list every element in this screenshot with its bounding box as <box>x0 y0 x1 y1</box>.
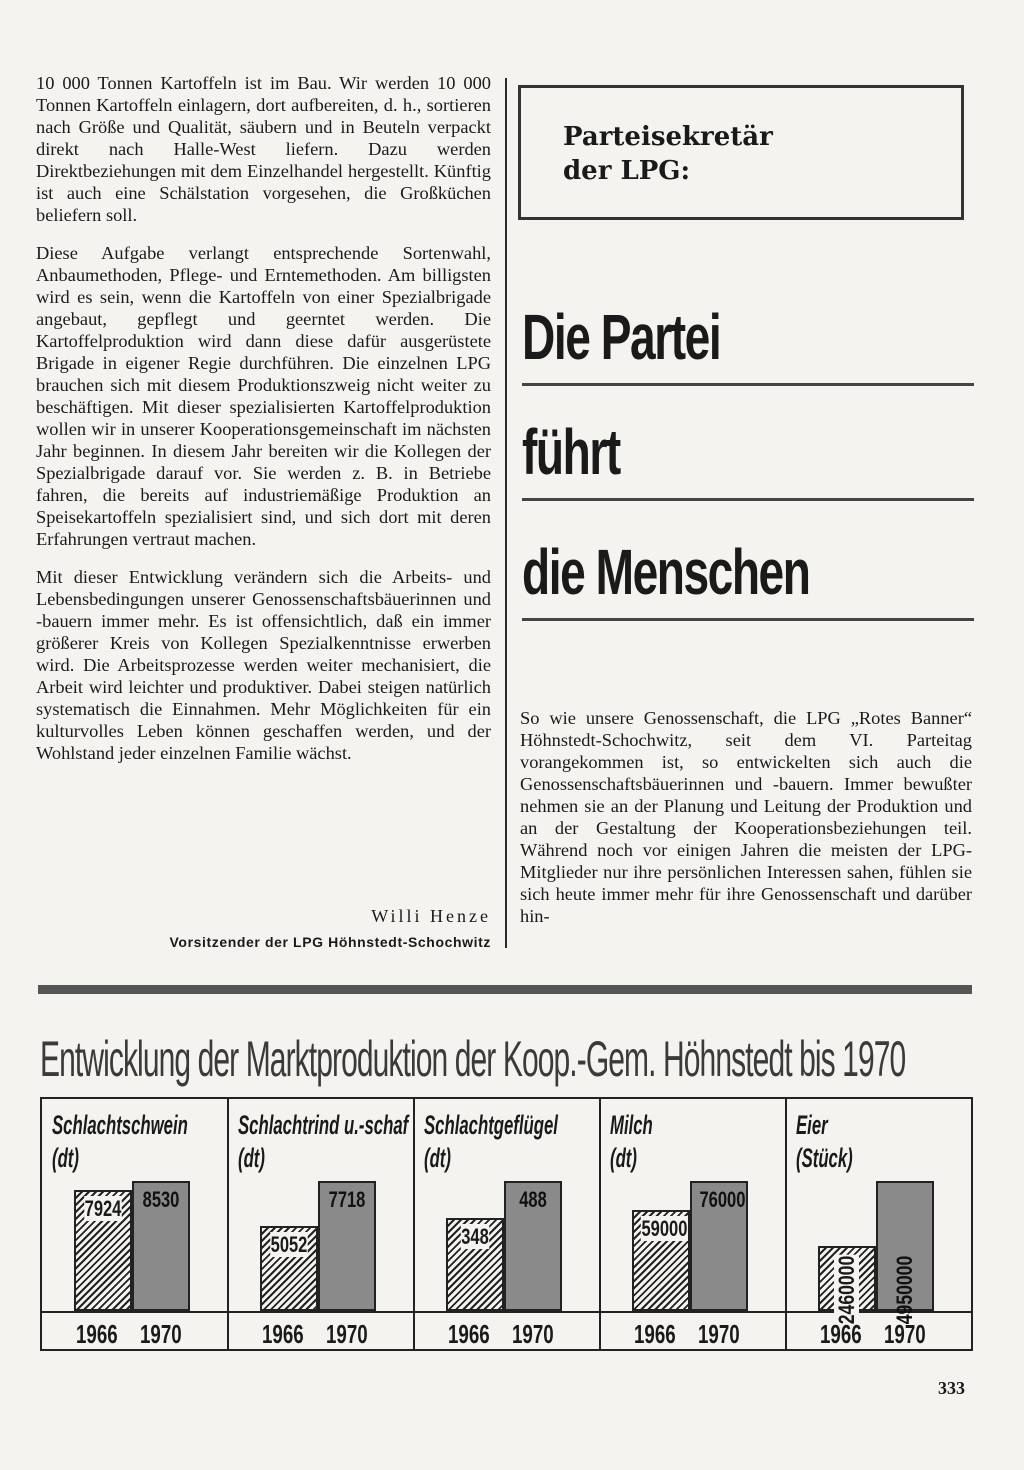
chart-panel <box>786 1099 972 1349</box>
author-signature: Willi Henze <box>371 906 491 926</box>
bar-value-label: 348 <box>461 1224 489 1249</box>
left-article-column <box>36 72 491 780</box>
bar-1970 <box>690 1181 748 1311</box>
bar-1970 <box>876 1181 934 1325</box>
headline-line-2: führt <box>522 416 620 488</box>
column-divider <box>505 78 507 948</box>
panel-label-line-1: Schlachtgeflügel <box>424 1110 558 1140</box>
kicker-line-1: Parteisekretär <box>563 122 773 152</box>
bar-value-label: 8530 <box>142 1187 180 1212</box>
bar-1966 <box>446 1218 504 1311</box>
left-paragraph-3: Mit dieser Entwicklung verändern sich die Arbeits- und Lebensbedingungen unserer Genossenschaftsbäuerinnen und -bauern immer mehr. Es ist offensichtlich, daß ein immer größerer Kreis von Kollegen Spezialkenntnisse erwerben wird. Die Arbeitsprozesse werden weiter mechanisiert, die Arbeit wird leichter und produktiver. Dabei steigen natürlich systematisch die Einnahmen. Mehr Möglichkeiten für ein kulturvolles Leben können geschaffen werden, und der Wohlstand jeder einzelnen Familie wächst. <box>36 567 491 763</box>
year-label-1970: 1970 <box>884 1319 926 1349</box>
panel-label-line-1: Schlachtschwein <box>52 1110 188 1140</box>
headline-rule-3 <box>522 618 974 621</box>
year-label-1966: 1966 <box>448 1319 490 1349</box>
panel-label-line-1: Schlachtrind u.-schaf <box>238 1110 409 1140</box>
panel-label <box>796 1109 853 1175</box>
chart-panel <box>414 1099 600 1349</box>
bar-1966 <box>74 1190 132 1311</box>
year-label-1966: 1966 <box>262 1319 304 1349</box>
panel-label-line-2: (dt) <box>424 1143 451 1173</box>
bar-chart <box>40 1097 973 1351</box>
bar-1970 <box>318 1181 376 1311</box>
kicker-box <box>518 85 964 220</box>
chart-panel <box>42 1099 228 1349</box>
year-label-1970: 1970 <box>698 1319 740 1349</box>
bar-1966 <box>260 1226 318 1311</box>
right-article-text: So wie unsere Genossenschaft, die LPG „Rotes Banner“ Höhnstedt-Schochwitz, seit dem VI. Parteitag vorangekommen ist, so entwickelten sich auch die Genossenschaftsbäuerinnen und -bauern. Immer bewußter nehmen sie an der Planung und Leitung der Produktion und an der Gestaltung der Kooperationsbeziehungen teil. Während noch vor einigen Jahren die meisten der LPG-Mitglieder nur ihre persönlichen Interessen sahen, fühlen sie sich heute immer mehr für ihre Genossenschaft und darüber hin- <box>520 708 972 926</box>
bar-value-label: 7718 <box>328 1187 366 1212</box>
bar-1970 <box>132 1181 190 1311</box>
bar-value-label: 5052 <box>270 1232 308 1257</box>
panel-label <box>52 1109 188 1175</box>
left-paragraph-1: 10 000 Tonnen Kartoffeln ist im Bau. Wir werden 10 000 Tonnen Kartoffeln einlagern, dort aufbereiten, d. h., sortieren nach Größe und Qualität, säubern und in Beuteln verpackt direkt nach Halle-West liefern. Dazu werden Direktbeziehungen mit dem Einzelhandel hergestellt. Künftig ist auch eine Schälstation vorgesehen, die Großküchen beliefern soll. <box>36 73 491 225</box>
year-label-1966: 1966 <box>634 1319 676 1349</box>
panel-label-line-2: (Stück) <box>796 1143 853 1173</box>
page-number: 333 <box>938 1378 965 1398</box>
year-label-1966: 1966 <box>820 1319 862 1349</box>
headline-rule-1 <box>522 383 974 386</box>
chart-title: Entwicklung der Marktproduktion der Koop.-Gem. Höhnstedt bis 1970 <box>40 1031 906 1087</box>
panel-label-line-2: (dt) <box>238 1143 265 1173</box>
headline-line-1: Die Partei <box>522 301 721 373</box>
bar-value-label: 2460000 <box>834 1255 859 1325</box>
bar-value-label: 76000 <box>699 1187 746 1212</box>
panel-label <box>238 1109 408 1175</box>
panel-label-line-2: (dt) <box>52 1143 79 1173</box>
year-label-1966: 1966 <box>76 1319 118 1349</box>
left-paragraph-2: Diese Aufgabe verlangt entsprechende Sortenwahl, Anbaumethoden, Pflege- und Erntemethoden. Am billigsten wird es sein, wenn die Kartoffeln von einer Spezialbrigade angebaut, gepflegt und geerntet werden. Die Kartoffelproduktion wird dann diese dafür ausgerüstete Brigade in eigener Regie durchführen. Die einzelnen LPG brauchen sich mit diesem Produktionszweig nicht weiter zu beschäftigen. Mit dieser spezialisierten Kartoffelproduktion wollen wir in unserer Kooperationsgemeinschaft im nächsten Jahr beginnen. In diesem Jahr bereiten wir die Kollegen der Spezialbrigade darauf vor. Sie werden z. B. in Betriebe fahren, die bereits auf industriemäßige Produktion an Speisekartoffeln spezialisiert sind, und sich dort mit deren Erfahrungen vertraut machen. <box>36 243 491 549</box>
author-affiliation: Vorsitzender der LPG Höhnstedt-Schochwitz <box>169 934 491 950</box>
headline-line-3: die Menschen <box>522 536 810 608</box>
bar-value-label: 4950000 <box>892 1255 917 1325</box>
chart-top-rule <box>38 985 972 994</box>
panel-label <box>610 1109 653 1175</box>
kicker-line-2: der LPG: <box>563 156 691 186</box>
year-label-1970: 1970 <box>140 1319 182 1349</box>
headline-rule-2 <box>522 498 974 501</box>
panel-label-line-1: Eier <box>796 1110 828 1140</box>
bar-value-label: 488 <box>519 1187 547 1212</box>
bar-1966 <box>632 1210 690 1311</box>
panel-label-line-1: Milch <box>610 1110 653 1140</box>
panel-label <box>424 1109 558 1175</box>
chart-panel <box>228 1099 414 1349</box>
panel-label-line-2: (dt) <box>610 1143 637 1173</box>
chart-panel <box>600 1099 786 1349</box>
bar-value-label: 59000 <box>641 1216 688 1241</box>
bar-1970 <box>504 1181 562 1311</box>
year-label-1970: 1970 <box>512 1319 554 1349</box>
year-label-1970: 1970 <box>326 1319 368 1349</box>
bar-1966 <box>818 1246 876 1325</box>
bar-value-label: 7924 <box>84 1196 122 1221</box>
kicker-text <box>563 120 773 188</box>
